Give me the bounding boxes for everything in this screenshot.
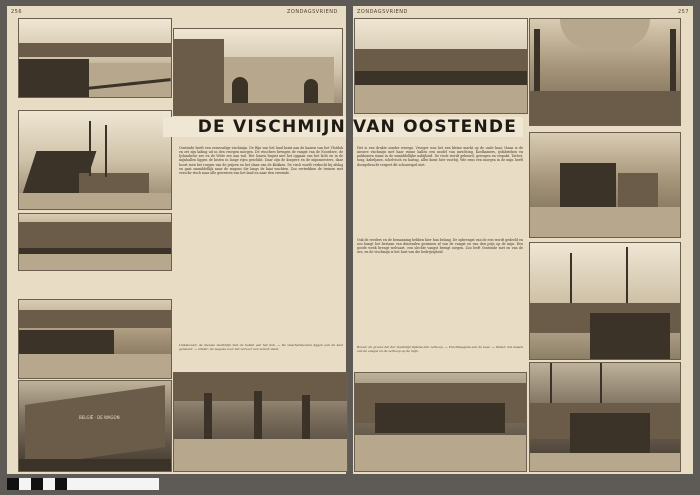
- photo-boat-quay: [18, 110, 172, 210]
- page-header-left: ZONDAGSVRIEND: [287, 9, 338, 15]
- photo-market-hall: [529, 18, 681, 126]
- page-header-right: ZONDAGSVRIEND: [357, 9, 408, 15]
- photo-fish-market-right: [354, 372, 527, 472]
- article-column-1: Oostende heeft een eenvoudige vischmijn. De Rijn van het land komt aan de kaaien van het Vlotdok en zet zijn lading uit in den vroegen morgen. De visschers brengen de vangst van de Noordzee, de Ijslandsche zee en de Witte zee aan wal. Het lossen begint met het opgaan van het licht en in de mijnhallen liggen de kisten in lange rijen geschikt. Daar zijn de koopers en de mijnmeesters, daar hoort men het roepen van de prijzen en het slaan van de klokken. De visch wordt verkocht bij afslag en gaat onmiddellijk naar de wagons die langs de kaai wachten. Zoo vertrekken de treinen met versche visch naar alle gewesten van het land en naar den vreemde.: [179, 146, 343, 175]
- photo-quay-wagons: [18, 299, 172, 379]
- wagon-lettering: BELGIË · DE WAGON: [79, 415, 120, 420]
- photo-fishermen: [529, 362, 681, 472]
- page-number-right: 257: [678, 9, 690, 15]
- left-page: [7, 6, 346, 474]
- title-left: [163, 117, 346, 137]
- photo-unloading: [529, 242, 681, 360]
- caption-left: Linksboven: de nieuwe vischmijn met de hallen aan het dok. — De visschersbooten liggen aan de kaai gemeerd. — Onder: de wagons voor het vervoer van versch visch.: [179, 344, 343, 351]
- title-right-text: VAN OOSTENDE: [353, 117, 518, 137]
- title-right: [353, 117, 523, 137]
- photo-harbour-bridge: [18, 18, 172, 98]
- photo-station: [18, 213, 172, 271]
- article-column-3: Het is een drukte zonder weerga. Vroeger was het een kleine markt op de oude kaai; thans is de nieuwe vischmijn met haar ruime hallen een model van inrichting. Koelkamers, ijsfabrieken en pakhuizen staan in de onmiddellijke nabijheid. De visch wordt gekeurd, gewogen en verpakt. Tarbot, tong, kabeljauw, schelvisch en haring, alles komt hier voorbij. Wie eens een morgen in de mijn heeft doorgebracht vergeet dit schouwspel niet.: [357, 146, 523, 167]
- photo-wagons: [18, 380, 172, 472]
- right-page: [353, 6, 693, 474]
- photo-trucks: [529, 132, 681, 238]
- photo-fish-market-left: [173, 372, 348, 472]
- page-number-left: 256: [11, 9, 23, 15]
- calibration-strip: [7, 478, 159, 490]
- photo-harbour-boats: [354, 18, 528, 114]
- title-left-text: DE VISCHMIJN: [197, 117, 346, 137]
- photo-mijn-building: [173, 28, 343, 116]
- caption-right: Boven: de groote hal der vischmijn tijdens den verkoop. — Vrachtwagens aan de kaai. — Onder: het lossen van de vangst en de verkoop op de mijn.: [357, 346, 523, 353]
- article-column-4: Ook de reeders en de bemanning hebben hier hun belang. De opbrengst van de reis wordt gedeeld en zoo hangt het bestaan van duizenden gezinnen af van de vangst en van den prijs op de mijn. Een goede week brengt welvaart, een slechte vangst brengt zorgen. Zoo leeft Oostende met en van de zee, en de vischmijn is het hart van die bedrijvigheid.: [357, 238, 523, 255]
